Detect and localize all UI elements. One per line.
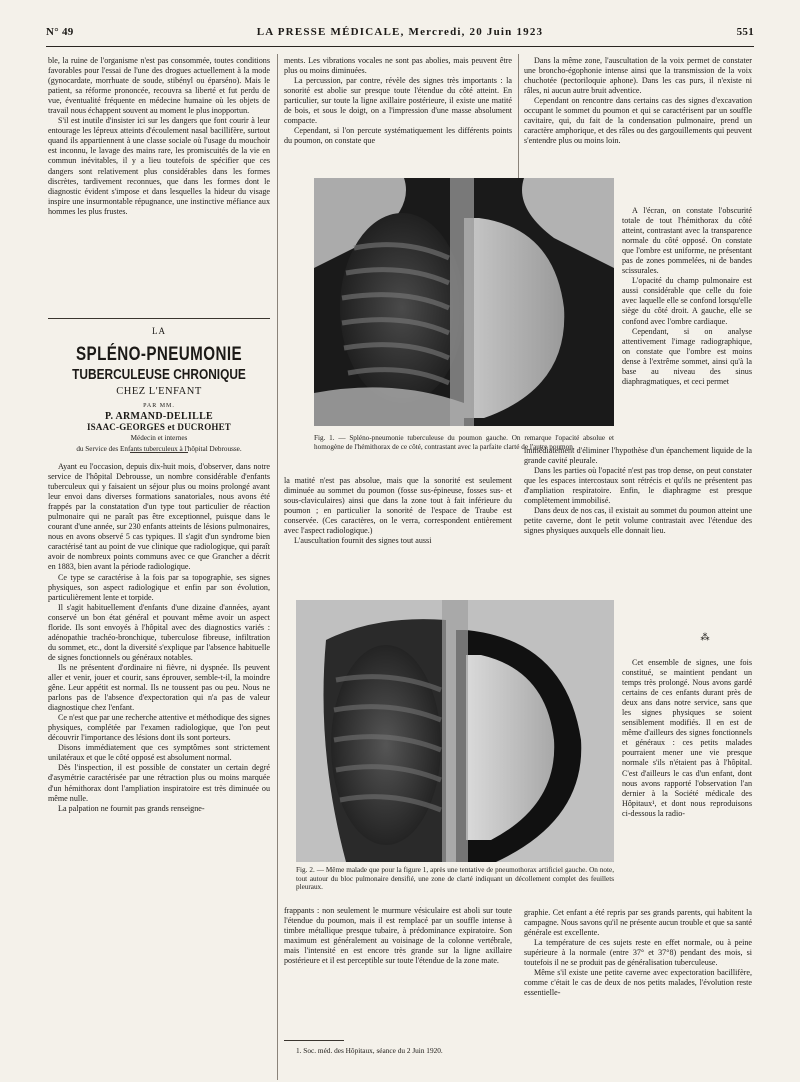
- figure-2-caption: Fig. 2. — Même malade que pour la figure 1, après une tentative de pneumothorax artificiel gauche. On note, tout autour du bloc pulmonaire densifié, une zone de clarté indiquant un décollement complet des feuillets pleuraux.: [296, 866, 614, 892]
- affiliation-1: Médecin et internes: [130, 434, 188, 442]
- paragraph: Dans deux de nos cas, il existait au sommet du poumon atteint une petite caverne, dont le petit volume contrastait avec l'étendue des signes physiques auxquels elle donnait lieu.: [524, 506, 752, 536]
- paragraph: Dans la même zone, l'auscultation de la voix permet de constater une broncho-égophonie intense ainsi que la transmission de la voix chuchotée (pectoriloquie aphone). Dans les cas purs, il n'existe ni râles, ni aucun autre bruit adventice.: [524, 56, 752, 96]
- paragraph: frappants : non seulement le murmure vésiculaire est aboli sur toute l'étendue du poumon, mais il est remplacé par un souffle intense à timbre métallique presque tubaire, à prédominance expiratoire. Son maximum est généralement au voisinage de la colonne vertébrale, mais l'intensité en est encore très grande sur la ligne axillaire postérieure et il est perceptible sur toute l'étendue de la zone mate.: [284, 906, 512, 966]
- paragraph: La percussion, par contre, révèle des signes très importants : la sonorité est abolie sur presque toute l'étendue du côté atteint. En particulier, sur toute la ligne axillaire postérieure, il existe une matité de bois, et sous le doigt, on a l'impression d'une masse absolument compacte.: [284, 76, 512, 126]
- affiliation-2: du Service des Enfants tuberculeux à l'hôpital Debrousse.: [76, 445, 242, 453]
- section-stars: ⁂: [700, 632, 710, 642]
- article-subtitle: TUBERCULEUSE CHRONIQUE: [72, 367, 246, 383]
- issue-number: N° 49: [46, 26, 74, 38]
- article-title-block: [48, 326, 270, 454]
- column-2-top: [284, 56, 512, 192]
- paragraph: la matité n'est pas absolue, mais que la sonorité est seulement diminuée au sommet du poumon (fosse sus-épineuse, fosses sus- et sous-claviculaires) ainsi que dans la zone tout à fait inférieure du poumon ; en particulier la sonorité de l'espace de Traube est conservée. (Ces caractères, on le verra, correspondent entièrement avec l'aspect radiologique.): [284, 476, 512, 536]
- paragraph: Cet ensemble de signes, une fois constitué, se maintient pendant un temps très prolongé. Nous avons gardé certains de ces enfants durant près de deux ans dans notre service, sans que les signes physiques se soient sensiblement modifiés. Il en est de même d'ailleurs des signes fonctionnels et généraux : ces petits malades pourraient mener une vie presque normale s'ils n'étaient pas à l'hôpital. C'est d'ailleurs le cas d'un enfant, dont nous avons rapporté l'observation l'an dernier à la Société médicale des Hôpitaux¹, et dont nous reproduisons ci-dessous la radio-: [622, 658, 752, 818]
- article-title: SPLÉNO-PNEUMONIE: [75, 344, 243, 365]
- paragraph: ble, la ruine de l'organisme n'est pas consommée, toutes conditions favorables pour l'essai de l'une des drogues actuellement à la mode (gynocardate, morrhuate de soude, stibényl ou éparséno). Mais le patient, sa réforme prononcée, recouvra sa liberté et fut perdu de vue, éventualité fréquente en médecine humaine où les objets de travail nous échappent souvent au moment le plus inopportun.: [48, 56, 270, 116]
- header-rule: [46, 46, 754, 47]
- paragraph: immédiatement d'éliminer l'hypothèse d'un épanchement liquide de la grande cavité pleurale.: [524, 446, 752, 466]
- footnote-rule: [284, 1040, 344, 1041]
- footnote: 1. Soc. méd. des Hôpitaux, séance du 2 Juin 1920.: [296, 1046, 443, 1055]
- column-separator-2: [518, 54, 519, 192]
- paragraph: Ayant eu l'occasion, depuis dix-huit mois, d'observer, dans notre service de l'hôpital Debrousse, un nombre considérable d'enfants tuberculeux qui y faisaient un séjour plus ou moins prolongé avant leur envoi dans diverses formations sanatoriales, nous avons été frappés par la constatation d'un type tout particulier de réaction pulmonaire qui ne paraît pas être exceptionnel, puisque dans le courant d'une année, sur 230 enfants atteints de lésions pulmonaires, nous en avons observé 5 cas typiques. Il s'agit d'un syndrome bien caractérisé tant au point de vue clinique que radiologique, qui paraît avoir de nombreux points communs avec ce que Grancher a décrit en 1883, bien avant la période radiologique.: [48, 462, 270, 572]
- paragraph: Même s'il existe une petite caverne avec expectoration bacillifère, comme c'était le cas de deux de nos petits malades, l'évolution reste essentielle-: [524, 968, 752, 998]
- paragraph: graphie. Cet enfant a été repris par ses grands parents, qui habitent la campagne. Nous savons qu'il ne présente aucun trouble et que sa santé générale est excellente.: [524, 908, 752, 938]
- paragraph: S'il est inutile d'insister ici sur les dangers que font courir à leur entourage les lépreux atteints d'écoulement nasal bacillifère, surtout quand ils appartiennent à une classe sociale où l'usage du mouchoir est inconnu, le lavage des mains rare, les promiscuités de la vie en commun inévitables, il y a lieu toutefois de spécifier que ces dangers sont relativement plus considérables dans les formes discrètes, tardivement reconnues, que dans les formes dont le diagnostic évident s'impose et dans lesquelles la hideur du visage inspire une insurmontable répugnance, une instinctive méfiance aux hommes les plus frustes.: [48, 116, 270, 216]
- paragraph: L'opacité du champ pulmonaire est aussi considérable que celle du foie avec laquelle elle se confond lorsqu'elle siège du côté droit. A gauche, elle se confond avec l'ombre cardiaque.: [622, 276, 752, 326]
- page-header: [46, 26, 754, 44]
- paragraph: Dès l'inspection, il est possible de constater un certain degré d'asymétrie caractérisée par une rétraction plus ou moins marquée d'un hémithorax dont l'ampliation inspiratoire est très diminuée ou même nulle.: [48, 763, 270, 803]
- article-subtitle-2: CHEZ L'ENFANT: [116, 386, 202, 397]
- author-1: P. ARMAND-DELILLE: [104, 411, 214, 422]
- paragraph: A l'écran, on constate l'obscurité totale de tout l'hémithorax du côté atteint, contrastant avec la transparence normale du côté opposé. On constate que l'ombre est uniforme, ne présentant pas de zones pommelées, ni de bandes scissurales.: [622, 206, 752, 276]
- column-separator-1: [277, 54, 278, 1080]
- paragraph: L'auscultation fournit des signes tout aussi: [294, 536, 432, 546]
- paragraph: La palpation ne fournit pas grands renseigne-: [58, 803, 205, 813]
- column-3-mid: [524, 446, 752, 576]
- paragraph: Ils ne présentent d'ordinaire ni fièvre, ni dyspnée. Ils peuvent aller et venir, jouer et courir, sans éprouver, semble-t-il, la moindre gêne. Leur appétit est normal. Ils ne toussent pas ou peu. Nous ne parlons pas de l'absence d'expectoration qui n'a pas de valeur diagnostique chez l'enfant.: [48, 662, 270, 713]
- column-2-mid: [284, 476, 512, 586]
- journal-title: LA PRESSE MÉDICALE, Mercredi, 20 Juin 1923: [256, 26, 544, 38]
- paragraph: Dans les parties où l'opacité n'est pas trop dense, on peut constater que les espaces intercostaux sont rétrécis et qu'ils ne présentent pas d'ampliation respiratoire. Enfin, le diaphragme est presque complètement immobilisé.: [524, 466, 752, 506]
- article-separator: [48, 318, 270, 319]
- figure-1-radiograph: [314, 178, 614, 426]
- paragraph: Disons immédiatement que ces symptômes sont strictement unilatéraux et que le côté opposé est absolument normal.: [48, 743, 270, 763]
- paragraph: ments. Les vibrations vocales ne sont pas abolies, mais peuvent être plus ou moins diminuées.: [284, 56, 512, 76]
- title-rule: [130, 452, 188, 453]
- column-2-bottom: [284, 906, 512, 1038]
- column-3-narrow: [622, 206, 752, 444]
- column-3-narrow-2: [622, 658, 752, 906]
- page-number: 551: [736, 26, 754, 38]
- title-article: LA: [152, 326, 166, 336]
- column-1-top: [48, 56, 270, 314]
- paragraph: La température de ces sujets reste en effet normale, ou à peine supérieure à la normale (entre 37° et 37°8) pendant des mois, si toutefois il ne se produit pas de généralisation tuberculeuse.: [524, 938, 752, 968]
- paragraph: Cependant, si l'on percute systématiquement les différents points du poumon, on constate que: [284, 126, 512, 146]
- paragraph: Ce n'est que par une recherche attentive et méthodique des signes physiques, complétée par l'examen radiologique, que l'on peut découvrir l'importance des lésions dont ils sont porteurs.: [48, 713, 270, 743]
- paragraph: Cependant, si on analyse attentivement l'image radiographique, on constate que l'ombre est moins dense à l'extrême sommet, ainsi qu'à la base au niveau des sinus diaphragmatiques, et ceci permet: [622, 326, 752, 386]
- column-3-bottom: [524, 908, 752, 1078]
- figure-1-caption: Fig. 1. — Spléno-pneumonie tuberculeuse du poumon gauche. On remarque l'opacité absolue et homogène de l'hémithorax de ce côté, contrastant avec la parfaite clarté de l'autre poumon.: [314, 434, 614, 451]
- paragraph: Cependant on rencontre dans certains cas des signes d'excavation occupant le sommet du poumon et qui se caractérisent par un souffle cavitaire, qui, du fait de la condensation pulmonaire, prend un caractère amphorique, et des râles ou des gargouillements qui peuvent s'entendre plus ou moins loin.: [524, 96, 752, 146]
- author-2: ISAAC-GEORGES et DUCROHET: [86, 422, 231, 432]
- xray-image-2: [296, 600, 614, 862]
- figure-2-radiograph: [296, 600, 614, 862]
- byline-par: PAR MM.: [143, 403, 175, 409]
- paragraph: Ce type se caractérise à la fois par sa topographie, ses signes physiques, son aspect radiologique et enfin par son évolution, particulièrement lente et torpide.: [48, 572, 270, 602]
- column-1-body: [48, 462, 270, 1076]
- paragraph: Il s'agit habituellement d'enfants d'une dizaine d'années, ayant conservé un bon état général et pouvant même avoir un aspect floride. Ils sont envoyés à l'hôpital avec des diagnostics variés : adénopathie trachéo-bronchique, tuberculose fibreuse, infiltration du sommet, etc., dont la diversité s'explique par l'absence habituelle de signes fonctionnels ou généraux notables.: [48, 602, 270, 662]
- xray-image-1: [314, 178, 614, 426]
